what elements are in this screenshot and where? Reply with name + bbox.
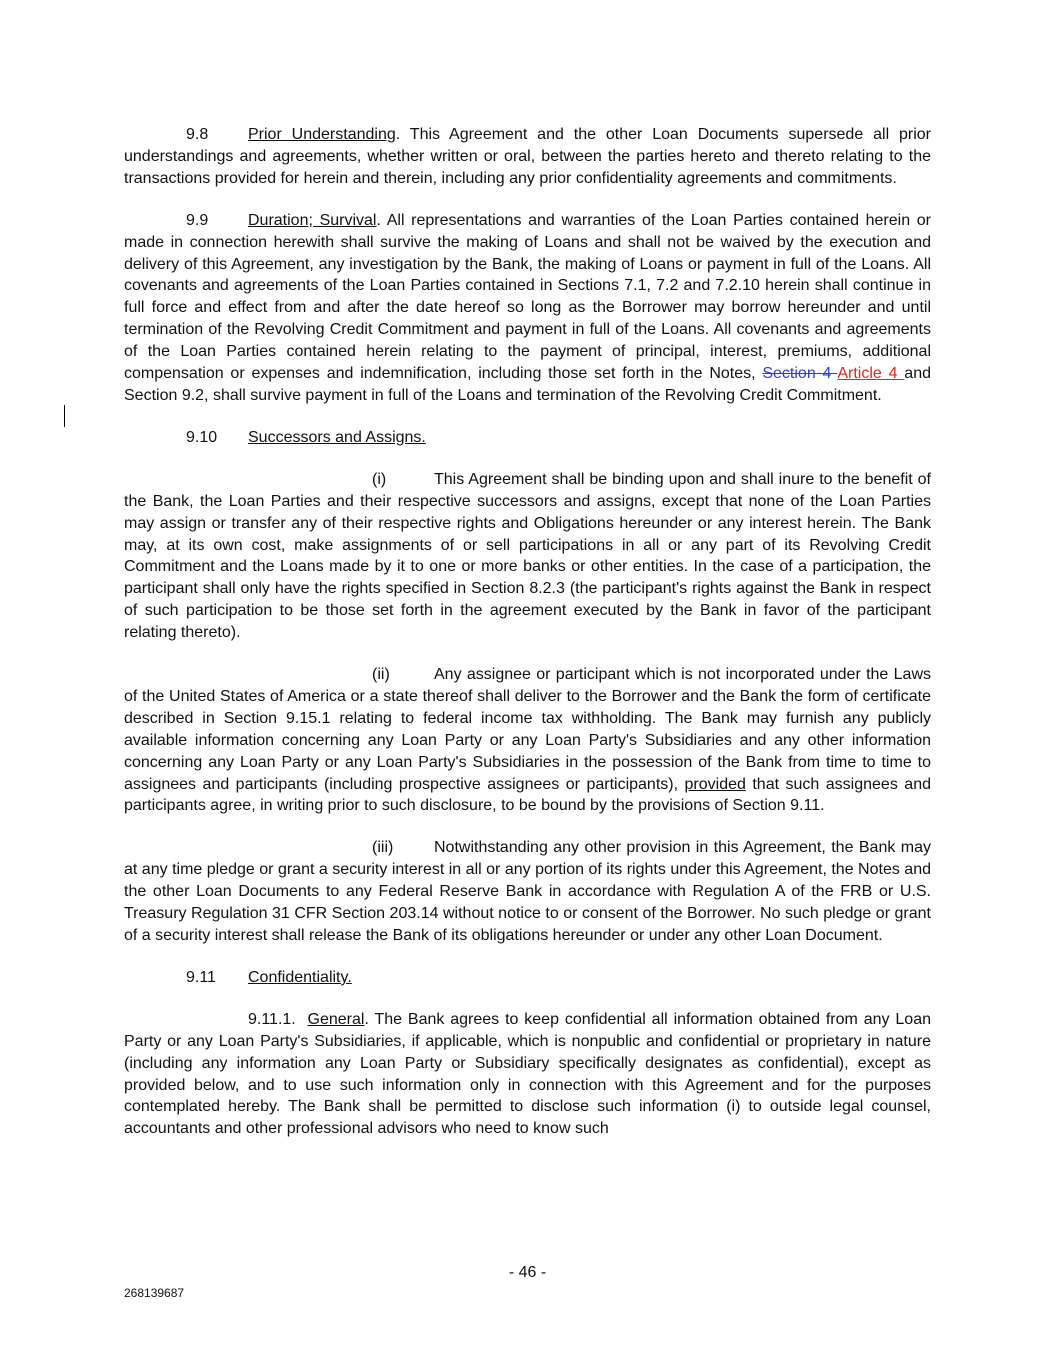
- section-number: 9.9: [186, 211, 209, 229]
- clause-text-continued: that such assignees and participants agree, in writing prior to such disclosure, to be bound by the provisions of Section 9.11.: [124, 775, 932, 815]
- clause-i: [124, 469, 931, 644]
- section-title: Successors and Assigns.: [248, 428, 426, 446]
- section-number: 9.11: [186, 968, 216, 986]
- section-number: 9.10: [186, 428, 218, 446]
- section-title: Confidentiality.: [248, 968, 352, 986]
- revision-change-bar: [64, 405, 65, 427]
- subsection-text: . The Bank agrees to keep confidential all information obtained from any Loan Party or any Loan Party's Subsidiaries, if applicable, which is nonpublic and confidential or proprietary in nature (including any information any Loan Party or Subsidiary specifically designates as confidential), except as provided below, and to use such information only in connection with this Agreement and for the purposes contemplated hereby. The Bank shall be permitted to disclose such information (i) to outside legal counsel, accountants and other professional advisors who need to know such: [124, 1010, 932, 1138]
- clause-number: (iii): [372, 839, 394, 857]
- section-number: 9.8: [186, 126, 209, 143]
- clause-text: This Agreement shall be binding upon and shall inure to the benefit of the Bank, the Loan Parties and their respective successors and assigns, except that none of the Loan Parties may assign or transfer any of their respective rights and Obligations hereunder or any interest herein. The Bank may, at its own cost, make assignments of or sell participations in all or any part of its Revolving Credit Commitment and the Loans made by it to one or more banks or other entities. In the case of a participation, the participant shall only have the rights specified in Section 8.2.3 (the participant's rights against the Bank in respect of such participation to be those set forth in the agreement executed by the Bank in favor of the participant relating thereto).: [124, 470, 931, 642]
- subsection-title: General: [307, 1010, 365, 1028]
- clause-text: Notwithstanding any other provision in this Agreement, the Bank may at any time pledge or grant a security interest in all or any portion of its rights under this Agreement, the Notes and the other Loan Documents to any Federal Reserve Bank in accordance with Regulation A of the FRB or U.S. Treasury Regulation 31 CFR Section 203.14 without notice to or consent of the Borrower. No such pledge or grant of a security interest shall release the Bank of its obligations hereunder or under any other Loan Document.: [124, 839, 931, 944]
- section-text: . This Agreement and the other Loan Documents supersede all prior understandings and agreements, whether written or oral, between the parties hereto and thereto relating to the transactions provided for herein and therein, including any prior confidentiality agreements and commitments.: [124, 126, 932, 187]
- section-9-8: [124, 124, 931, 190]
- section-text-continued: and Section 9.2, shall survive payment in full of the Loans and termination of the Revolving Credit Commitment.: [124, 365, 931, 404]
- clause-text: Any assignee or participant which is not incorporated under the Laws of the United States of America or a state thereof shall deliver to the Borrower and the Bank the form of certificate described in Section 9.15.1 relating to federal income tax withholding. The Bank may furnish any publicly available information concerning any Loan Party or any Loan Party's Subsidiaries and any other information concerning any Loan Party or any Loan Party's Subsidiaries in the possession of the Bank from time to time to assignees and participants (including prospective assignees or participants),: [124, 666, 931, 793]
- page-number: - 46 -: [508, 1264, 547, 1281]
- clause-ii: [124, 664, 931, 817]
- section-9-10-heading: [124, 427, 931, 449]
- clause-iii: [124, 837, 931, 947]
- document-page: [124, 124, 931, 1160]
- section-title: Prior Understanding: [248, 126, 396, 143]
- tracked-insertion: Article 4: [837, 365, 905, 383]
- clause-number: (ii): [372, 666, 390, 684]
- document-id: 268139687: [124, 1286, 185, 1300]
- section-title: Duration; Survival: [248, 211, 377, 229]
- section-9-9: [124, 210, 931, 407]
- section-9-11-1: [124, 1009, 931, 1140]
- section-9-11-heading: [124, 967, 931, 989]
- subsection-number: 9.11.1.: [248, 1010, 296, 1028]
- tracked-deletion: Section 4: [762, 365, 838, 383]
- section-text: . All representations and warranties of the Loan Parties contained herein or made in connection herewith shall survive the making of Loans and shall not be waived by the execution and delivery of this Agreement, any investigation by the Bank, the making of Loans or payment in full of the Loans. All covenants and agreements of the Loan Parties contained in Sections 7.1, 7.2 and 7.2.10 herein shall continue in full force and effect from and after the date hereof so long as the Borrower may borrow hereunder and until termination of the Revolving Credit Commitment and payment in full of the Loans. All covenants and agreements of the Loan Parties contained herein relating to the payment of principal, interest, premiums, additional compensation or expenses and indemnification, including those set forth in the Notes,: [124, 211, 931, 383]
- provided-term: provided: [684, 775, 746, 793]
- clause-number: (i): [372, 470, 387, 488]
